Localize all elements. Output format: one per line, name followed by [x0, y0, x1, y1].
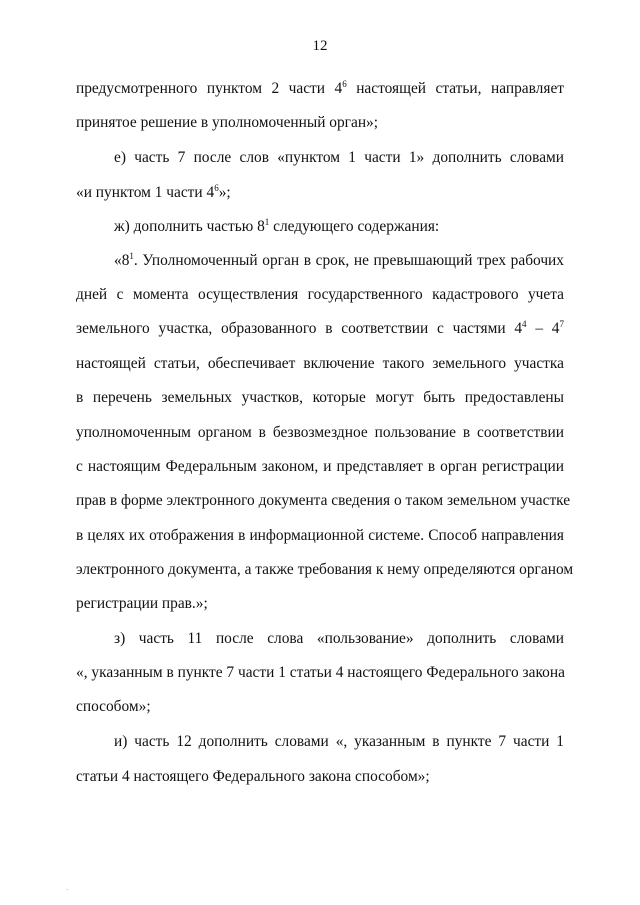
text-segment: предусмотренного пунктом 2 части 4	[76, 80, 343, 97]
text-line	[76, 527, 564, 545]
superscript: 7	[559, 319, 564, 329]
text-line	[114, 252, 564, 270]
superscript: 6	[214, 183, 219, 193]
text-segment: настоящей статьи, направляет	[346, 80, 564, 97]
text-line	[114, 630, 564, 648]
superscript: 6	[342, 79, 347, 89]
text-segment: е) часть 7 после слов «пунктом 1 части 1» дополнить словами	[114, 149, 564, 166]
text-segment: . Уполномоченный орган в срок, не превышающий трех рабочих	[133, 252, 564, 269]
text-line	[76, 320, 564, 338]
text-line	[76, 768, 564, 786]
text-segment: «, указанным в пункте 7 части 1 статьи 4 настоящего Федерального закона	[76, 664, 565, 681]
scan-artifact: ·	[66, 886, 69, 894]
text-segment: в целях их отображения в информационной системе. Способ направления	[76, 527, 564, 544]
text-line	[76, 355, 564, 373]
text-line	[76, 458, 564, 476]
text-segment: принятое решение в уполномоченный орган»;	[76, 114, 379, 131]
text-line	[76, 184, 564, 202]
text-segment: дней с момента осуществления государственного кадастрового учета	[76, 286, 564, 303]
superscript: 1	[264, 217, 270, 227]
text-line	[76, 492, 571, 510]
text-segment: статьи 4 настоящего Федерального закона способом»;	[76, 768, 430, 785]
text-line	[114, 733, 564, 751]
text-line	[76, 698, 564, 716]
superscript: 1	[129, 251, 134, 261]
text-line	[76, 664, 564, 682]
text-segment: электронного документа, а также требования к нему определяются органом	[76, 561, 574, 578]
text-segment: регистрации прав.»;	[76, 595, 208, 612]
text-line	[76, 561, 574, 579]
text-line	[76, 389, 564, 407]
text-segment: – 4	[526, 320, 560, 337]
text-line	[76, 595, 564, 613]
text-segment: «8	[114, 252, 130, 269]
text-segment: следующего содержания:	[269, 218, 440, 235]
text-line	[114, 218, 564, 236]
text-segment: прав в форме электронного документа сведения о таком земельном участке	[76, 492, 571, 509]
page-number: 12	[312, 38, 328, 54]
text-line	[76, 114, 564, 132]
text-segment: способом»;	[76, 698, 151, 715]
text-segment: ж) дополнить частью 8	[114, 218, 265, 235]
text-segment: з) часть 11 после слова «пользование» дополнить словами	[114, 630, 564, 647]
text-segment: «и пунктом 1 части 4	[76, 184, 215, 201]
text-segment: с настоящим Федеральным законом, и представляет в орган регистрации	[76, 458, 564, 475]
text-line	[76, 80, 564, 98]
text-line	[76, 424, 564, 442]
text-segment: земельного участка, образованного в соответствии с частями 4	[76, 320, 523, 337]
text-segment: и) часть 12 дополнить словами «, указанным в пункте 7 части 1	[114, 733, 564, 750]
text-segment: уполномоченным органом в безвозмездное пользование в соответствии	[76, 424, 564, 441]
text-segment: »;	[218, 184, 231, 201]
text-segment: в перечень земельных участков, которые могут быть предоставлены	[76, 389, 564, 406]
text-line	[114, 149, 564, 167]
superscript: 4	[522, 319, 527, 329]
text-line	[76, 286, 564, 304]
text-segment: настоящей статьи, обеспечивает включение такого земельного участка	[76, 355, 564, 372]
